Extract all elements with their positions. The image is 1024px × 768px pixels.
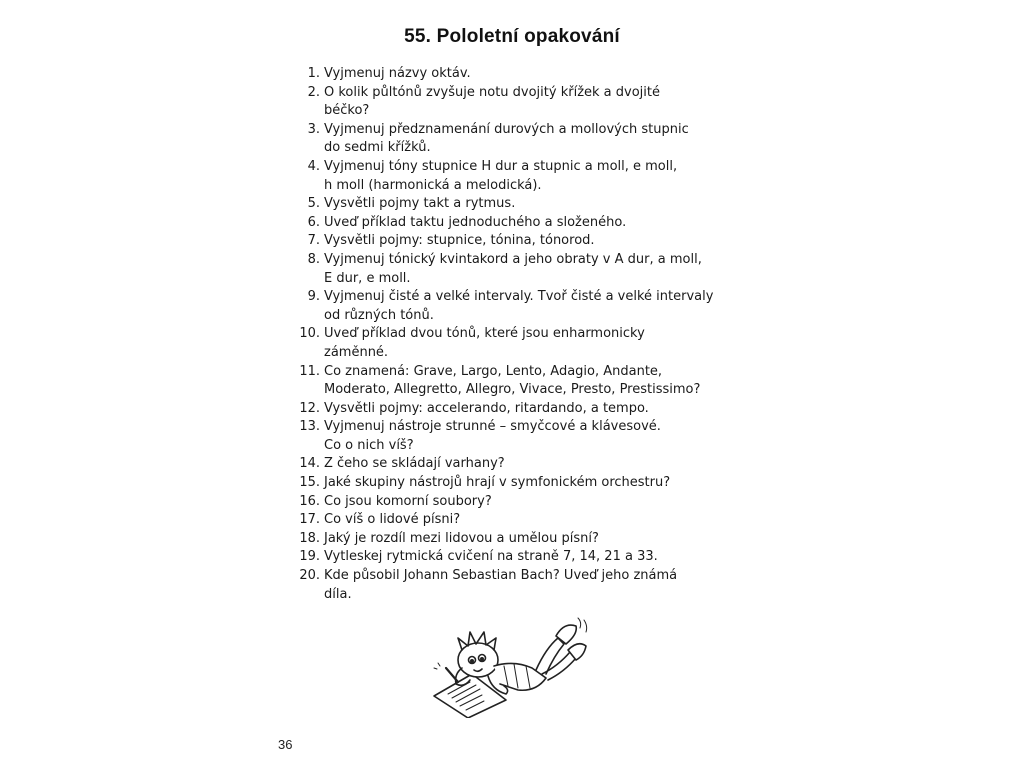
student-writing-icon [418, 608, 588, 718]
question-text [324, 474, 736, 493]
question-number: 17. [299, 512, 320, 528]
question-number: 16. [299, 493, 320, 509]
question-number: 9. [307, 289, 320, 305]
question-number: 15. [299, 475, 320, 491]
question-text [324, 325, 736, 362]
question-text [324, 232, 736, 251]
question-text [324, 84, 736, 121]
question-number: 5. [307, 196, 320, 212]
question-text-line: díla. [324, 586, 352, 602]
question-number: 10. [299, 326, 320, 342]
question-text-line: Uveď příklad dvou tónů, které jsou enharmonicky [324, 326, 645, 342]
question-number: 4. [307, 158, 320, 174]
question-text-line: Moderato, Allegretto, Allegro, Vivace, Presto, Prestissimo? [324, 382, 701, 398]
page-number: 36 [278, 737, 293, 752]
question-text [324, 195, 736, 214]
question-text-line: Vytleskej rytmická cvičení na straně 7, 14, 21 a 33. [324, 549, 658, 565]
question-text [324, 455, 736, 474]
question-text-line: Co o nich víš? [324, 437, 414, 453]
question-text [324, 288, 736, 325]
question-text-line: béčko? [324, 103, 370, 119]
question-text [324, 214, 736, 233]
question-text-line: h moll (harmonická a melodická). [324, 177, 542, 193]
question-text [324, 251, 736, 288]
question-text-line: Vyjmenuj tóny stupnice H dur a stupnic a moll, e moll, [324, 158, 678, 174]
question-number: 2. [307, 84, 320, 100]
question-item [296, 251, 736, 288]
question-text-line: Jaké skupiny nástrojů hrají v symfonickém orchestru? [324, 475, 671, 491]
question-text [324, 65, 736, 84]
question-text-line: Vyjmenuj nástroje strunné – smyčcové a klávesové. [324, 419, 661, 435]
question-item [296, 363, 736, 400]
question-text-line: Vysvětli pojmy: stupnice, tónina, tónorod. [324, 233, 595, 249]
question-item [296, 474, 736, 493]
question-text-line: záměnné. [324, 344, 389, 360]
question-text-line: Vyjmenuj čisté a velké intervaly. Tvoř čisté a velké intervaly [324, 289, 714, 305]
question-text-line: Vyjmenuj předznamenání durových a mollových stupnic [324, 121, 689, 137]
question-number: 3. [307, 121, 320, 137]
question-item [296, 548, 736, 567]
question-text-line: E dur, e moll. [324, 270, 411, 286]
question-item [296, 158, 736, 195]
question-text-line: od různých tónů. [324, 307, 434, 323]
question-item [296, 400, 736, 419]
question-text-line: Jaký je rozdíl mezi lidovou a umělou písní? [324, 530, 599, 546]
question-text [324, 548, 736, 567]
question-text [324, 158, 736, 195]
question-number: 12. [299, 400, 320, 416]
question-text [324, 530, 736, 549]
question-number: 19. [299, 549, 320, 565]
question-item [296, 455, 736, 474]
question-number: 1. [307, 66, 320, 81]
question-text-line: Vyjmenuj názvy oktáv. [324, 66, 471, 81]
question-item [296, 530, 736, 549]
question-item [296, 195, 736, 214]
question-text-line: Uveď příklad taktu jednoduchého a složeného. [324, 214, 627, 230]
question-text-line: Kde působil Johann Sebastian Bach? Uveď jeho známá [324, 568, 678, 584]
question-text-line: Vyjmenuj tónický kvintakord a jeho obraty v A dur, a moll, [324, 251, 702, 267]
question-item [296, 121, 736, 158]
question-text [324, 493, 736, 512]
question-item [296, 511, 736, 530]
question-text-line: Co víš o lidové písni? [324, 512, 461, 528]
question-item [296, 493, 736, 512]
question-text-line: Vysvětli pojmy takt a rytmus. [324, 196, 516, 212]
page-title: 55. Pololetní opakování [404, 26, 620, 47]
question-number: 18. [299, 530, 320, 546]
question-text-line: Co jsou komorní soubory? [324, 493, 492, 509]
question-number: 8. [307, 251, 320, 267]
question-item [296, 232, 736, 251]
question-number: 6. [307, 214, 320, 230]
question-item [296, 288, 736, 325]
question-text [324, 363, 736, 400]
question-list [296, 65, 736, 604]
question-text [324, 400, 736, 419]
question-text [324, 567, 736, 604]
question-number: 20. [299, 568, 320, 584]
question-text [324, 121, 736, 158]
question-text [324, 511, 736, 530]
question-number: 7. [307, 233, 320, 249]
question-item [296, 214, 736, 233]
question-text [324, 418, 736, 455]
question-text-line: Co znamená: Grave, Largo, Lento, Adagio, Andante, [324, 363, 663, 379]
question-item [296, 567, 736, 604]
question-text-line: do sedmi křížků. [324, 140, 431, 156]
question-number: 14. [299, 456, 320, 472]
question-number: 13. [299, 419, 320, 435]
question-item [296, 325, 736, 362]
question-text-line: Vysvětli pojmy: accelerando, ritardando, a tempo. [324, 400, 649, 416]
question-number: 11. [299, 363, 320, 379]
question-item [296, 65, 736, 84]
question-text-line: O kolik půltónů zvyšuje notu dvojitý křížek a dvojité [324, 84, 660, 100]
question-text-line: Z čeho se skládají varhany? [324, 456, 505, 472]
question-item [296, 418, 736, 455]
question-item [296, 84, 736, 121]
